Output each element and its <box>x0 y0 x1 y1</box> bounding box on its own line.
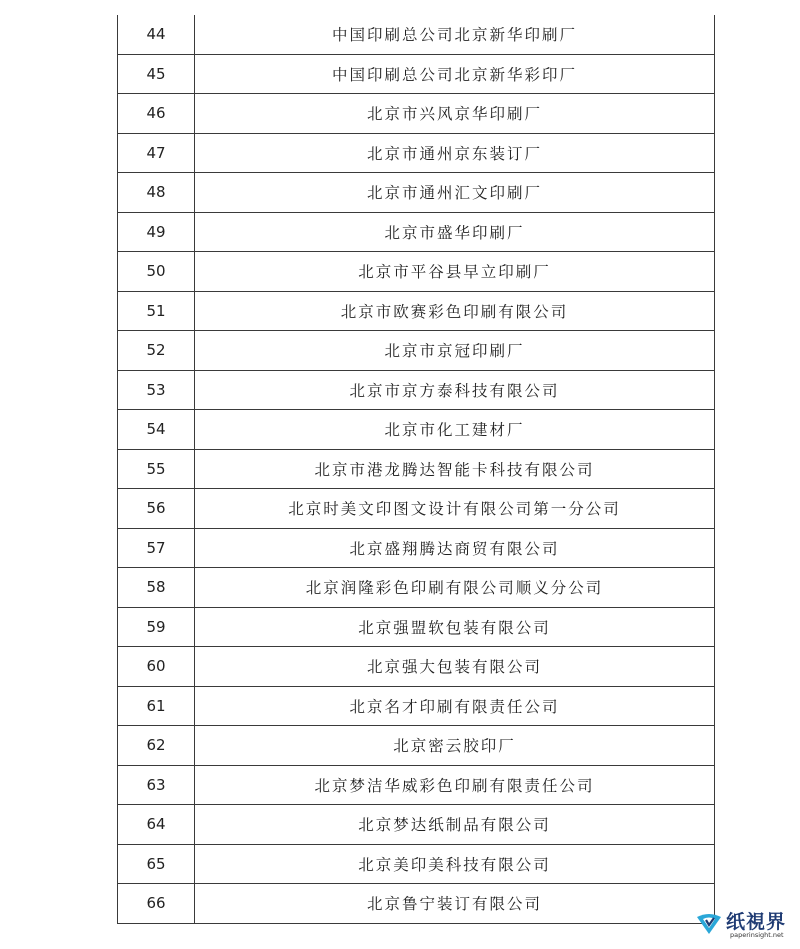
row-number: 63 <box>118 765 195 805</box>
watermark <box>694 905 790 943</box>
company-name: 北京市港龙腾达智能卡科技有限公司 <box>195 449 715 489</box>
row-number: 58 <box>118 568 195 608</box>
table-row <box>118 568 715 608</box>
company-name: 北京市通州汇文印刷厂 <box>195 173 715 213</box>
company-name: 北京强大包装有限公司 <box>195 647 715 687</box>
row-number: 61 <box>118 686 195 726</box>
company-name: 北京梦达纸制品有限公司 <box>195 805 715 845</box>
row-number: 52 <box>118 331 195 371</box>
company-name: 北京强盟软包装有限公司 <box>195 607 715 647</box>
table-row <box>118 15 715 54</box>
table-row <box>118 212 715 252</box>
row-number: 50 <box>118 252 195 292</box>
table-row <box>118 765 715 805</box>
table-row <box>118 54 715 94</box>
table-row <box>118 686 715 726</box>
table-row <box>118 370 715 410</box>
row-number: 66 <box>118 884 195 924</box>
row-number: 51 <box>118 291 195 331</box>
company-name: 北京盛翔腾达商贸有限公司 <box>195 528 715 568</box>
company-name: 北京名才印刷有限责任公司 <box>195 686 715 726</box>
row-number: 47 <box>118 133 195 173</box>
row-number: 48 <box>118 173 195 213</box>
row-number: 60 <box>118 647 195 687</box>
row-number: 59 <box>118 607 195 647</box>
table-row <box>118 449 715 489</box>
row-number: 57 <box>118 528 195 568</box>
company-name: 北京鲁宁装订有限公司 <box>195 884 715 924</box>
table-row <box>118 410 715 450</box>
table-row <box>118 607 715 647</box>
company-name: 中国印刷总公司北京新华印刷厂 <box>195 15 715 54</box>
watermark-url: paperinsight.net <box>730 931 784 939</box>
table-row <box>118 94 715 134</box>
watermark-brand: 纸視界 <box>726 911 787 933</box>
table-row <box>118 647 715 687</box>
company-name: 北京密云胶印厂 <box>195 726 715 766</box>
table-row <box>118 805 715 845</box>
company-list-table <box>117 15 715 924</box>
table-row <box>118 173 715 213</box>
company-name: 北京市兴风京华印刷厂 <box>195 94 715 134</box>
row-number: 45 <box>118 54 195 94</box>
company-name: 北京市欧赛彩色印刷有限公司 <box>195 291 715 331</box>
table-row <box>118 726 715 766</box>
table-row <box>118 133 715 173</box>
row-number: 55 <box>118 449 195 489</box>
row-number: 65 <box>118 844 195 884</box>
company-name: 北京市盛华印刷厂 <box>195 212 715 252</box>
row-number: 53 <box>118 370 195 410</box>
table-row <box>118 331 715 371</box>
paperinsight-logo-icon <box>694 907 724 937</box>
row-number: 46 <box>118 94 195 134</box>
table-row <box>118 291 715 331</box>
table-row <box>118 844 715 884</box>
company-name: 北京市通州京东装订厂 <box>195 133 715 173</box>
company-name: 北京润隆彩色印刷有限公司顺义分公司 <box>195 568 715 608</box>
company-name: 北京时美文印图文设计有限公司第一分公司 <box>195 489 715 529</box>
table-row <box>118 884 715 924</box>
table-row <box>118 528 715 568</box>
table-row <box>118 252 715 292</box>
company-name: 北京市京冠印刷厂 <box>195 331 715 371</box>
company-name: 北京美印美科技有限公司 <box>195 844 715 884</box>
table-row <box>118 489 715 529</box>
company-list-table-container <box>117 15 714 924</box>
company-name: 中国印刷总公司北京新华彩印厂 <box>195 54 715 94</box>
company-name: 北京市化工建材厂 <box>195 410 715 450</box>
row-number: 56 <box>118 489 195 529</box>
row-number: 62 <box>118 726 195 766</box>
table-body <box>118 15 715 923</box>
company-name: 北京市平谷县早立印刷厂 <box>195 252 715 292</box>
company-name: 北京梦洁华威彩色印刷有限责任公司 <box>195 765 715 805</box>
row-number: 64 <box>118 805 195 845</box>
row-number: 54 <box>118 410 195 450</box>
row-number: 44 <box>118 15 195 54</box>
company-name: 北京市京方泰科技有限公司 <box>195 370 715 410</box>
row-number: 49 <box>118 212 195 252</box>
